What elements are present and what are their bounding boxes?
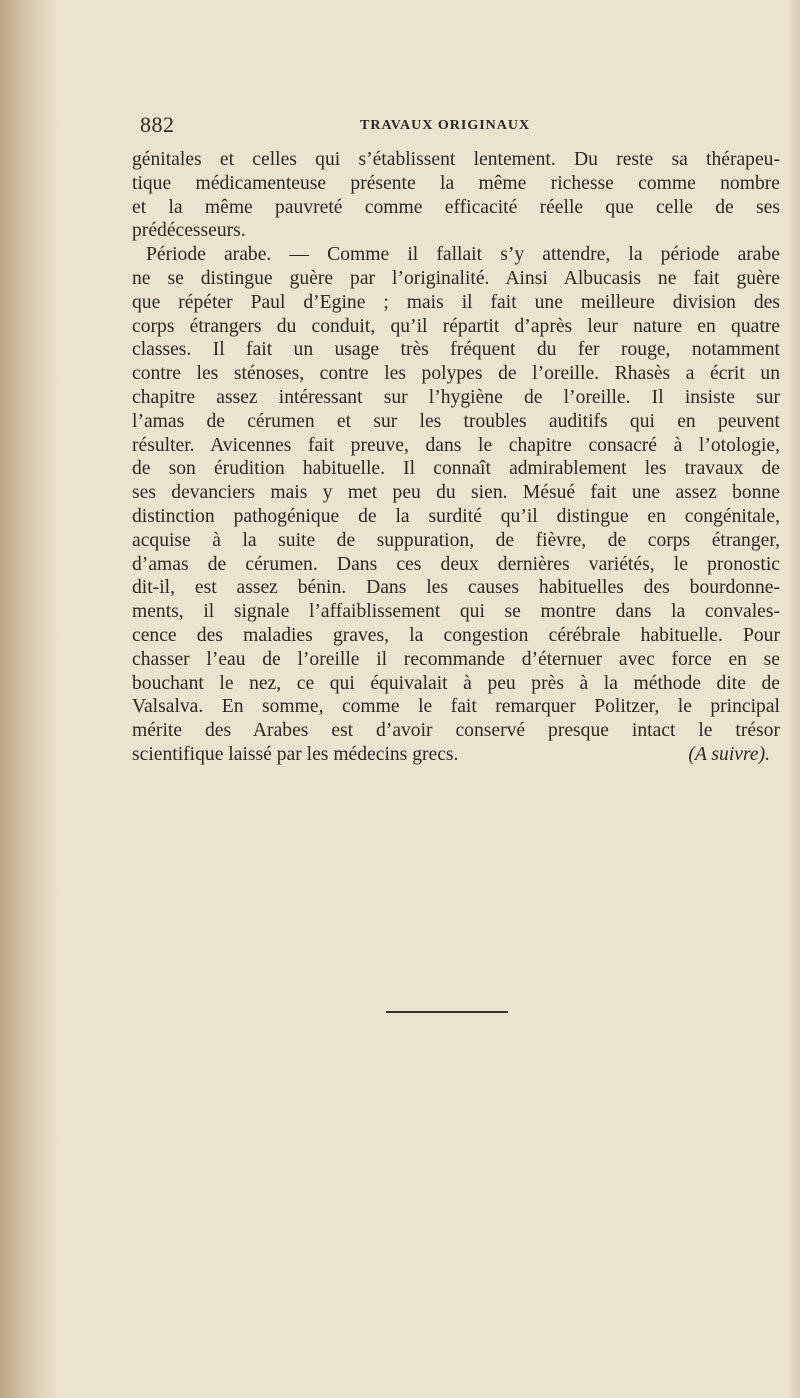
text-line: ne se distingue guère par l’originalité. Ainsi Albucasis ne fait guère xyxy=(132,267,780,289)
text-line: chasser l’eau de l’oreille il recommande d’éternuer avec force en se xyxy=(132,648,780,670)
text-line: mérite des Arabes est d’avoir conservé presque intact le trésor xyxy=(132,720,780,742)
page-binding-shadow xyxy=(0,0,60,1398)
text-line-section-start: Période arabe. — Comme il fallait s’y attendre, la période arabe xyxy=(146,244,780,266)
text-line: distinction pathogénique de la surdité qu’il distingue en congénitale, xyxy=(132,505,780,527)
page-edge-shadow xyxy=(786,0,800,1398)
text-line: tique médicamenteuse présente la même richesse comme nombre xyxy=(132,172,780,194)
continued-note: (A suivre). xyxy=(688,743,770,765)
text-line: contre les sténoses, contre les polypes de l’oreille. Rhasès a écrit un xyxy=(132,363,780,385)
text-line: prédécesseurs. xyxy=(132,220,246,242)
final-line xyxy=(132,743,780,767)
text-line: bouchant le nez, ce qui équivalait à peu près à la méthode dite de xyxy=(132,672,780,694)
end-rule xyxy=(386,1011,508,1013)
text-line: et la même pauvreté comme efficacité réelle que celle de ses xyxy=(132,196,780,218)
text-line: cence des maladies graves, la congestion cérébrale habituelle. Pour xyxy=(132,624,780,646)
text-line: génitales et celles qui s’établissent lentement. Du reste sa thérapeu- xyxy=(132,149,780,170)
text-line: résulter. Avicennes fait preuve, dans le chapitre consacré à l’otologie, xyxy=(132,434,780,456)
text-line: classes. Il fait un usage très fréquent du fer rouge, notamment xyxy=(132,339,780,361)
section-title: TRAVAUX ORIGINAUX xyxy=(360,118,531,133)
text-line: de son érudition habituelle. Il connaît admirablement les travaux de xyxy=(132,458,780,480)
text-line: l’amas de cérumen et sur les troubles auditifs qui en peuvent xyxy=(132,410,780,432)
text-line: scientifique laissé par les médecins grecs. xyxy=(132,743,459,765)
text-line: dit-il, est assez bénin. Dans les causes habituelles des bourdonne- xyxy=(132,577,780,599)
running-head xyxy=(140,112,780,142)
text-line: d’amas de cérumen. Dans ces deux dernières variétés, le pronostic xyxy=(132,553,780,575)
text-line: acquise à la suite de suppuration, de fièvre, de corps étranger, xyxy=(132,529,780,551)
text-line: ses devanciers mais y met peu du sien. Mésué fait une assez bonne xyxy=(132,482,780,504)
page-number: 882 xyxy=(140,112,175,137)
text-line: que répéter Paul d’Egine ; mais il fait une meilleure division des xyxy=(132,291,780,313)
text-line: Valsalva. En somme, comme le fait remarquer Politzer, le principal xyxy=(132,696,780,718)
text-line: corps étrangers du conduit, qu’il répartit d’après leur nature en quatre xyxy=(132,315,780,337)
text-line: ments, il signale l’affaiblissement qui se montre dans la convales- xyxy=(132,601,780,623)
text-line: chapitre assez intéressant sur l’hygiène de l’oreille. Il insiste sur xyxy=(132,386,780,408)
body-text xyxy=(132,148,780,767)
